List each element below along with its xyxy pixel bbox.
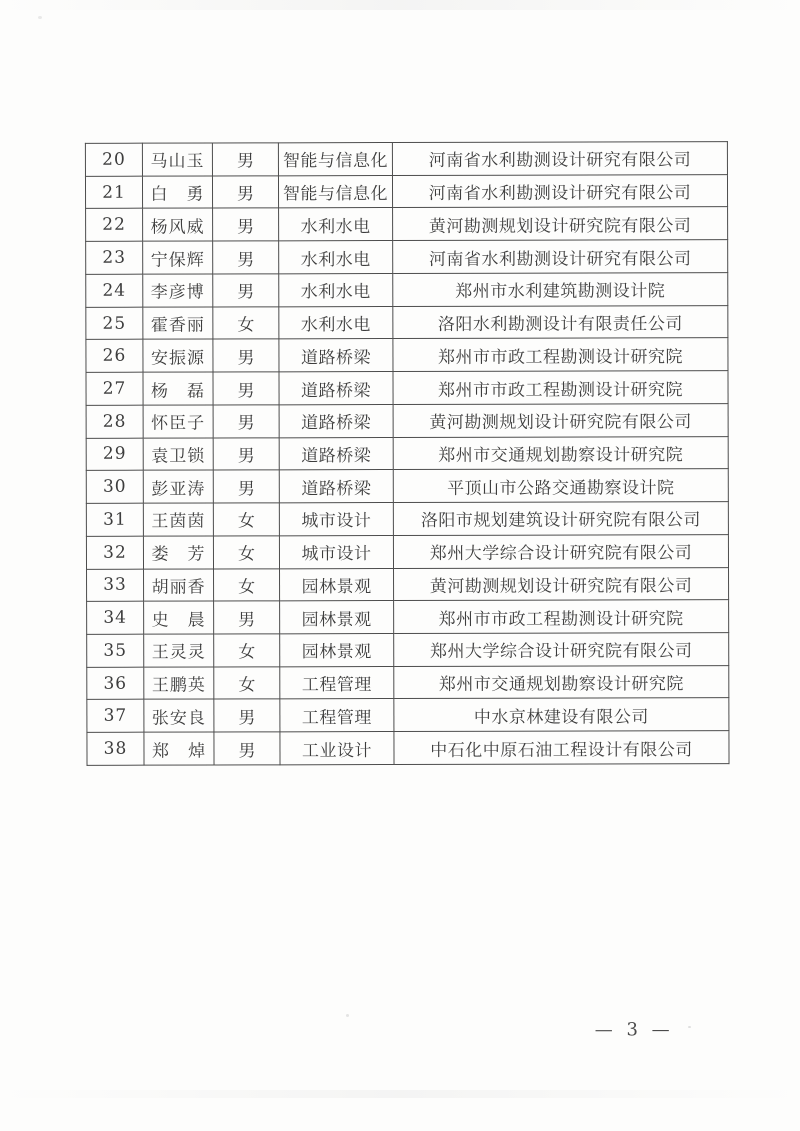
cell-category: 园林景观 (280, 601, 394, 634)
cell-gender: 男 (214, 601, 280, 634)
cell-name: 白 勇 (142, 176, 212, 209)
cell-gender: 男 (212, 176, 278, 209)
cell-company: 郑州市交通规划勘察设计研究院 (393, 436, 728, 470)
cell-company: 黄河勘测规划设计研究院有限公司 (393, 207, 728, 241)
table-row (86, 534, 728, 568)
cell-gender: 男 (213, 241, 279, 274)
cell-num: 24 (86, 274, 143, 307)
cell-name: 郑 焯 (144, 732, 214, 765)
cell-category: 城市设计 (279, 503, 393, 536)
cell-company: 洛阳水利勘测设计有限责任公司 (393, 305, 728, 339)
table-row (86, 469, 728, 503)
table-row (86, 305, 728, 339)
cell-gender: 男 (213, 274, 279, 307)
page-number: — 3 — (594, 1019, 674, 1041)
cell-num: 38 (87, 732, 144, 765)
table-row (86, 273, 728, 307)
cell-company: 黄河勘测规划设计研究院有限公司 (394, 567, 729, 601)
cell-company: 郑州市市政工程勘测设计研究院 (394, 600, 729, 634)
table-row (87, 731, 729, 765)
cell-num: 34 (87, 601, 144, 634)
cell-gender: 女 (213, 503, 279, 536)
cell-gender: 男 (213, 372, 279, 405)
table-row (87, 600, 729, 634)
cell-category: 水利水电 (279, 306, 393, 339)
roster-tbody (85, 142, 729, 766)
cell-company: 中石化中原石油工程设计有限公司 (394, 731, 729, 765)
cell-gender: 女 (214, 634, 280, 667)
table-row (86, 338, 728, 372)
cell-num: 25 (86, 307, 143, 340)
cell-name: 杨 磊 (143, 372, 213, 405)
cell-category: 道路桥梁 (279, 404, 393, 437)
cell-company: 郑州大学综合设计研究院有限公司 (394, 633, 729, 667)
table-row (86, 436, 728, 470)
scan-noise-speck (688, 1026, 691, 1028)
cell-num: 26 (86, 340, 143, 373)
cell-name: 王茵茵 (143, 503, 213, 536)
cell-gender: 男 (213, 405, 279, 438)
cell-gender: 男 (214, 732, 280, 765)
table-row (87, 698, 729, 732)
cell-category: 道路桥梁 (279, 339, 393, 372)
cell-gender: 女 (213, 306, 279, 339)
cell-company: 河南省水利勘测设计研究有限公司 (392, 142, 727, 176)
table-row (85, 174, 727, 208)
cell-category: 水利水电 (279, 241, 393, 274)
cell-category: 水利水电 (279, 273, 393, 306)
scan-noise-speck (38, 16, 42, 19)
cell-name: 袁卫锁 (143, 438, 213, 471)
cell-gender: 男 (213, 339, 279, 372)
cell-num: 23 (86, 241, 143, 274)
cell-num: 21 (85, 176, 142, 209)
cell-gender: 男 (214, 699, 280, 732)
table-row (85, 142, 727, 176)
cell-category: 城市设计 (279, 535, 393, 568)
cell-category: 道路桥梁 (279, 437, 393, 470)
cell-company: 黄河勘测规划设计研究院有限公司 (393, 404, 728, 438)
cell-category: 工业设计 (280, 732, 394, 765)
cell-num: 29 (86, 438, 143, 471)
cell-company: 郑州市市政工程勘测设计研究院 (393, 338, 728, 372)
cell-name: 杨风威 (143, 208, 213, 241)
cell-company: 郑州市市政工程勘测设计研究院 (393, 371, 728, 405)
cell-name: 彭亚涛 (143, 470, 213, 503)
cell-name: 张安良 (144, 699, 214, 732)
cell-gender: 女 (214, 667, 280, 700)
cell-num: 32 (86, 536, 143, 569)
cell-num: 36 (87, 667, 144, 700)
cell-num: 30 (86, 471, 143, 504)
cell-name: 史 晨 (144, 601, 214, 634)
cell-category: 园林景观 (280, 634, 394, 667)
cell-gender: 女 (213, 536, 279, 569)
cell-name: 李彦博 (143, 274, 213, 307)
cell-company: 中水京林建设有限公司 (394, 698, 729, 732)
cell-company: 郑州大学综合设计研究院有限公司 (393, 534, 728, 568)
cell-num: 28 (86, 405, 143, 438)
table-row (86, 207, 728, 241)
cell-category: 智能与信息化 (278, 175, 392, 208)
table-row (86, 240, 728, 274)
cell-gender: 男 (213, 470, 279, 503)
cell-num: 27 (86, 372, 143, 405)
cell-company: 平顶山市公路交通勘察设计院 (393, 469, 728, 503)
cell-gender: 男 (213, 437, 279, 470)
cell-name: 安振源 (143, 339, 213, 372)
cell-category: 工程管理 (280, 666, 394, 699)
cell-num: 22 (86, 209, 143, 242)
cell-num: 35 (87, 634, 144, 667)
cell-num: 37 (87, 700, 144, 733)
cell-category: 智能与信息化 (278, 143, 392, 176)
cell-name: 怀臣子 (143, 405, 213, 438)
cell-num: 31 (86, 503, 143, 536)
cell-company: 河南省水利勘测设计研究有限公司 (392, 174, 727, 208)
cell-gender: 男 (212, 143, 278, 176)
cell-category: 园林景观 (280, 568, 394, 601)
cell-name: 娄 芳 (143, 536, 213, 569)
table-row (86, 502, 728, 536)
table-row (86, 371, 728, 405)
cell-company: 河南省水利勘测设计研究有限公司 (393, 240, 728, 274)
cell-name: 宁保辉 (143, 241, 213, 274)
roster-table (85, 141, 730, 766)
cell-name: 霍香丽 (143, 307, 213, 340)
cell-company: 郑州市交通规划勘察设计研究院 (394, 665, 729, 699)
cell-name: 王鹏英 (144, 667, 214, 700)
table-row (87, 633, 729, 667)
cell-gender: 男 (213, 208, 279, 241)
scan-noise-speck (346, 1014, 349, 1017)
cell-company: 洛阳市规划建筑设计研究院有限公司 (393, 502, 728, 536)
cell-num: 33 (87, 569, 144, 602)
cell-name: 王灵灵 (144, 634, 214, 667)
cell-category: 水利水电 (279, 208, 393, 241)
cell-company: 郑州市水利建筑勘测设计院 (393, 273, 728, 307)
table-row (87, 567, 729, 601)
cell-gender: 女 (214, 568, 280, 601)
cell-category: 工程管理 (280, 699, 394, 732)
table-row (86, 404, 728, 438)
cell-name: 胡丽香 (144, 569, 214, 602)
cell-name: 马山玉 (142, 143, 212, 176)
table-row (87, 665, 729, 699)
cell-category: 道路桥梁 (279, 372, 393, 405)
cell-category: 道路桥梁 (279, 470, 393, 503)
cell-num: 20 (85, 143, 142, 176)
